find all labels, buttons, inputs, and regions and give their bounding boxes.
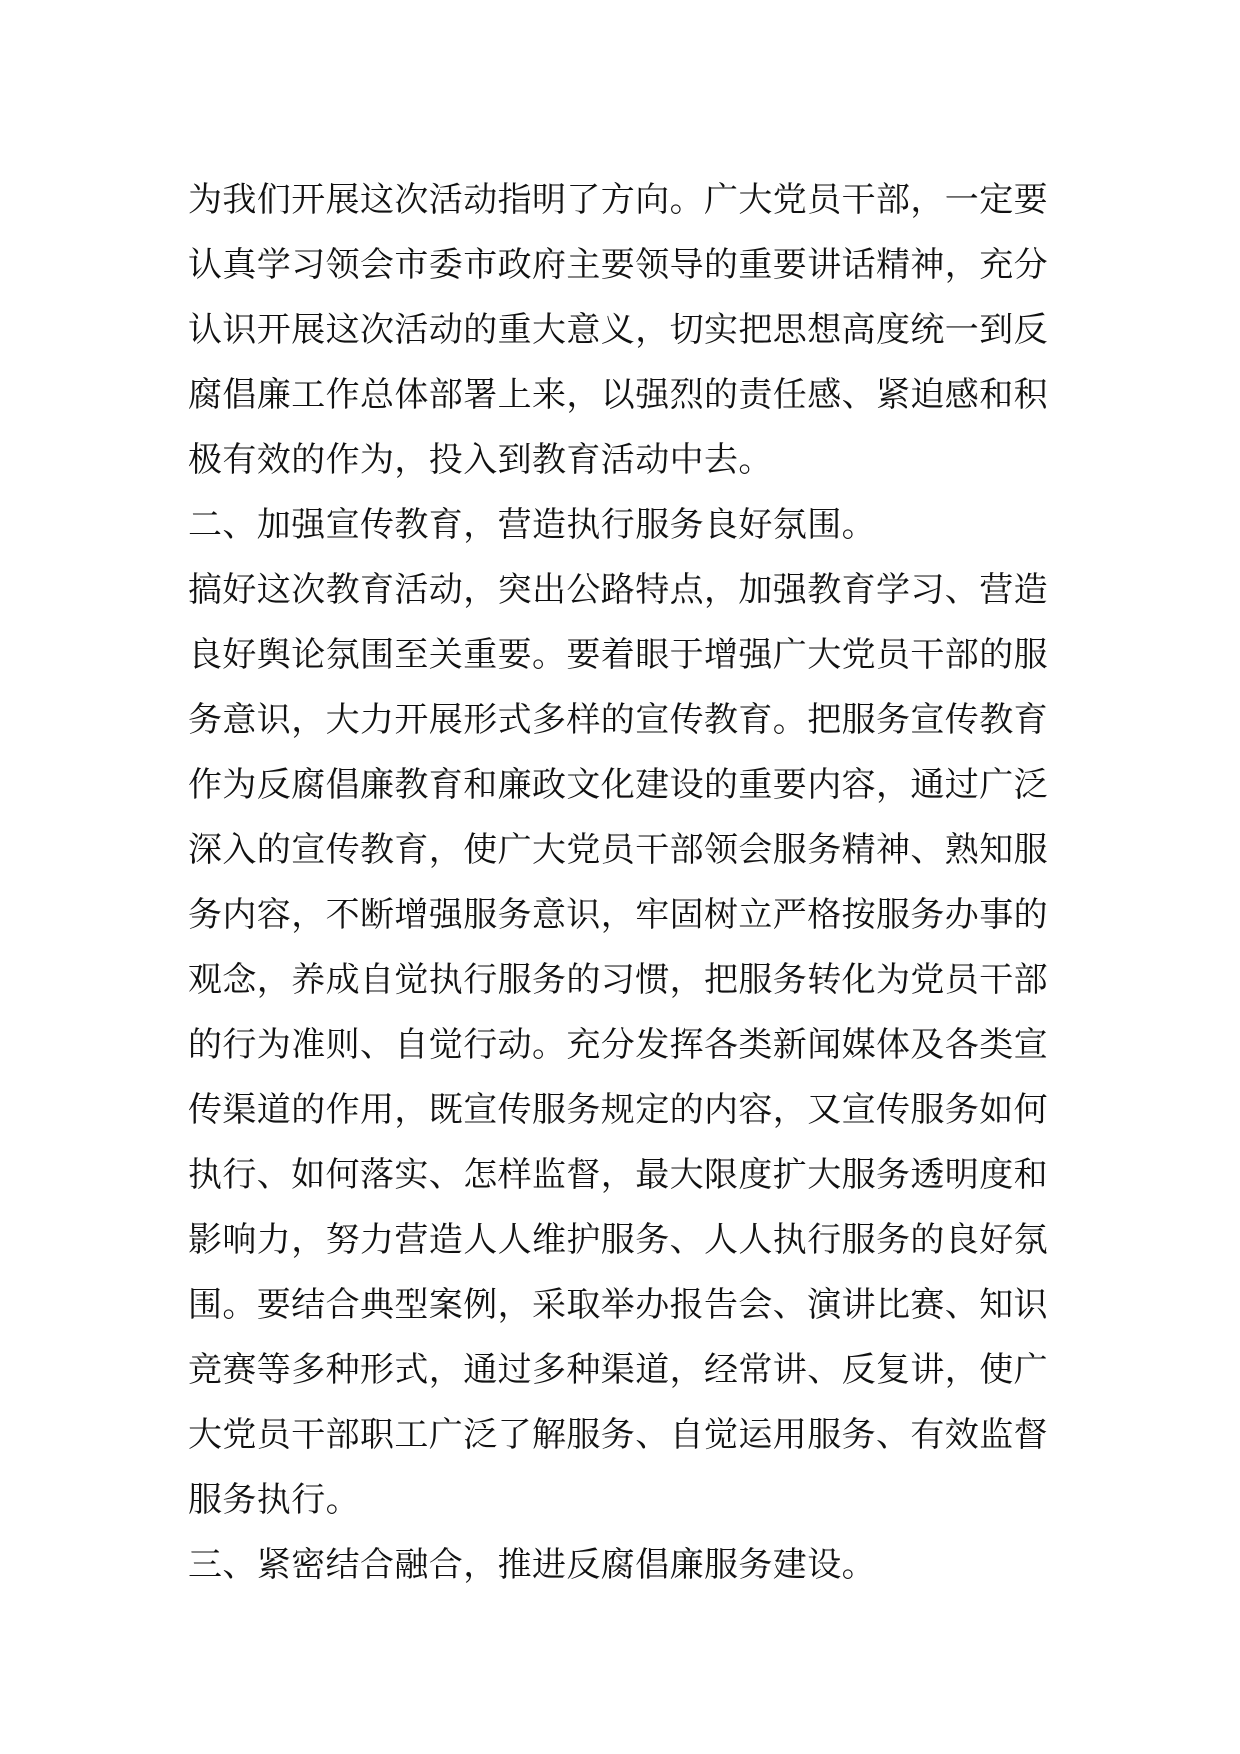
text-line: 务意识，大力开展形式多样的宣传教育。把服务宣传教育 (188, 700, 1048, 740)
section-heading-2 (188, 493, 1068, 558)
text-line: 作为反腐倡廉教育和廉政文化建设的重要内容，通过广泛 (188, 765, 1048, 805)
heading-line: 三、紧密结合融合，推进反腐倡廉服务建设。 (188, 1545, 876, 1585)
text-line: 观念，养成自觉执行服务的习惯，把服务转化为党员干部 (188, 960, 1048, 1000)
text-line: 影响力，努力营造人人维护服务、人人执行服务的良好氛 (188, 1220, 1048, 1260)
text-line: 的行为准则、自觉行动。充分发挥各类新闻媒体及各类宣 (188, 1025, 1048, 1065)
text-line: 搞好这次教育活动，突出公路特点，加强教育学习、营造 (188, 570, 1048, 610)
text-line: 认真学习领会市委市政府主要领导的重要讲话精神，充分 (188, 245, 1048, 285)
document-body (188, 168, 1068, 1598)
text-line: 深入的宣传教育，使广大党员干部领会服务精神、熟知服 (188, 830, 1048, 870)
text-line: 为我们开展这次活动指明了方向。广大党员干部，一定要 (188, 180, 1048, 220)
text-line: 传渠道的作用，既宣传服务规定的内容，又宣传服务如何 (188, 1090, 1048, 1130)
text-line: 大党员干部职工广泛了解服务、自觉运用服务、有效监督 (188, 1415, 1048, 1455)
paragraph-section-2-body (188, 558, 1068, 1533)
heading-line: 二、加强宣传教育，营造执行服务良好氛围。 (188, 505, 876, 545)
text-line: 认识开展这次活动的重大意义，切实把思想高度统一到反 (188, 310, 1048, 350)
text-line: 执行、如何落实、怎样监督，最大限度扩大服务透明度和 (188, 1155, 1048, 1195)
paragraph-intro-continuation (188, 168, 1068, 493)
text-line: 腐倡廉工作总体部署上来，以强烈的责任感、紧迫感和积 (188, 375, 1048, 415)
text-line: 良好舆论氛围至关重要。要着眼于增强广大党员干部的服 (188, 635, 1048, 675)
text-line: 服务执行。 (188, 1480, 360, 1520)
text-line: 极有效的作为，投入到教育活动中去。 (188, 440, 773, 480)
text-line: 务内容，不断增强服务意识，牢固树立严格按服务办事的 (188, 895, 1048, 935)
text-line: 竞赛等多种形式，通过多种渠道，经常讲、反复讲，使广 (188, 1350, 1048, 1390)
section-heading-3 (188, 1533, 1068, 1598)
text-line: 围。要结合典型案例，采取举办报告会、演讲比赛、知识 (188, 1285, 1048, 1325)
